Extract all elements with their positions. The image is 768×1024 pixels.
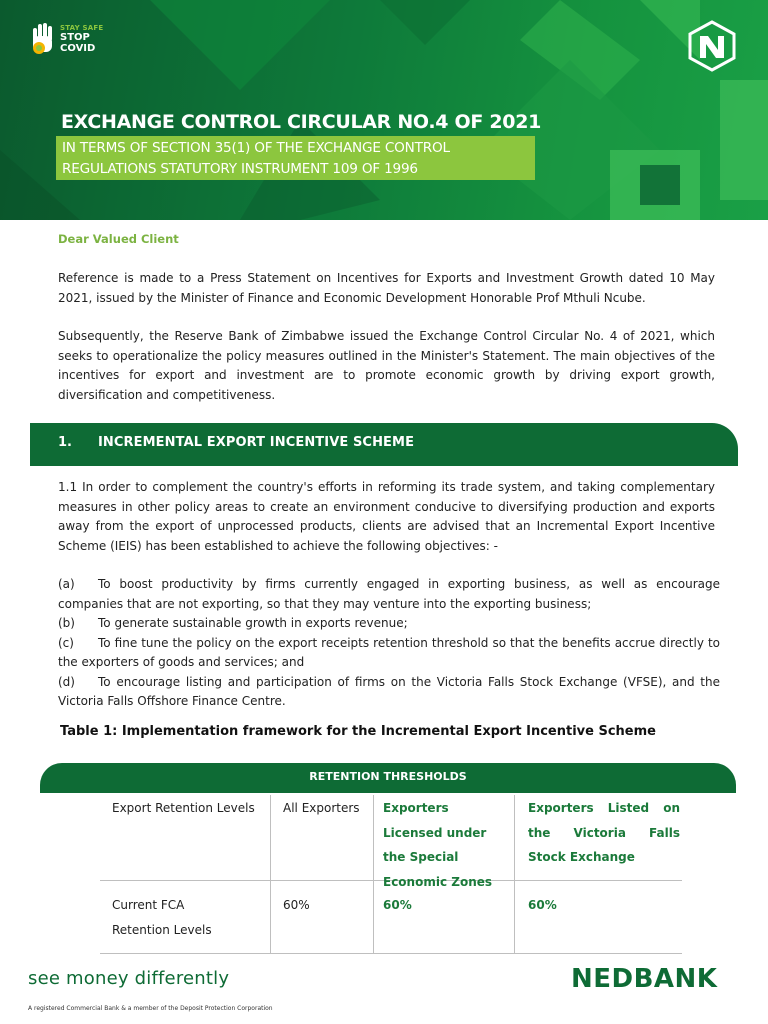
section-number: 1. [58, 435, 72, 450]
column-header: Exporters Licensed under the Special Economic Zones [383, 801, 493, 889]
column-header: Export Retention Levels [112, 801, 255, 815]
section-title: INCREMENTAL EXPORT INCENTIVE SCHEME [98, 435, 415, 450]
footer-tagline: see money differently [28, 968, 230, 989]
table-caption: Table 1: Implementation framework for the Incremental Export Incentive Scheme [60, 724, 656, 739]
table-divider [373, 795, 374, 953]
table-cell: 60% [283, 898, 310, 912]
table-header-bar [40, 763, 736, 793]
section-paragraph: 1.1 In order to complement the country's efforts in reforming its trade system, and taking complementary measures in other policy areas to create an environment conducive to diversifying production and exports away from the export of unprocessed products, clients are advised that an Incremental Export Incentive Scheme (IEIS) has been established to achieve the following objectives: - [58, 480, 715, 553]
list-item-text: To encourage listing and participation of firms on the Victoria Falls Stock Exchange (VFSE), and the Victoria Falls Offshore Finance Centre. [58, 674, 720, 708]
table-divider [514, 795, 515, 953]
table-header-label: RETENTION THRESHOLDS [309, 770, 467, 783]
circular-subtitle: IN TERMS OF SECTION 35(1) OF THE EXCHANGE CONTROL REGULATIONS STATUTORY INSTRUMENT 109 OF 1996 [62, 140, 450, 177]
list-item-text: To generate sustainable growth in exports revenue; [98, 616, 408, 630]
list-item-label: (a) [58, 577, 75, 591]
table-row-divider [100, 953, 682, 954]
list-item-label: (b) [58, 616, 75, 630]
objectives-paragraph: Subsequently, the Reserve Bank of Zimbabwe issued the Exchange Control Circular No. 4 of 2021, which seeks to operationalize the policy measures outlined in the Minister's Statement. The main objectives of the incentives for export and investment are to promote economic growth by driving export growth, diversification and competitiveness. [58, 329, 715, 402]
stay-safe-stop-covid-badge [30, 22, 120, 58]
table-divider [270, 795, 271, 953]
list-item-label: (c) [58, 635, 74, 650]
list-item-text: To fine tune the policy on the export receipts retention threshold so that the benefits accrue directly to the exporters of goods and services; and [58, 635, 720, 669]
column-header: All Exporters [283, 801, 360, 815]
covid-text: COVID [60, 43, 96, 54]
table-cell: Current FCA Retention Levels [112, 898, 212, 937]
nedbank-wordmark: NEDBANK [571, 964, 718, 994]
list-item-label: (d) [58, 674, 75, 689]
header-banner [0, 0, 768, 220]
list-item [58, 634, 720, 673]
list-item [58, 673, 720, 712]
circular-title: EXCHANGE CONTROL CIRCULAR NO.4 OF 2021 [61, 111, 542, 133]
stop-text: STOP [60, 32, 90, 43]
column-header: Exporters Listed on the Victoria Falls Stock Exchange [528, 801, 680, 864]
stay-safe-text: STAY SAFE [60, 24, 104, 32]
list-item [58, 614, 720, 634]
section-header [30, 423, 738, 466]
table-cell: 60% [383, 898, 412, 912]
intro-paragraph: Reference is made to a Press Statement on Incentives for Exports and Investment Growth dated 10 May 2021, issued by the Minister of Finance and Economic Development Honorable Prof Mthuli Ncube. [58, 271, 715, 305]
objectives-list [58, 575, 720, 712]
list-item-text: To boost productivity by firms currently engaged in exporting business, as well as encourage companies that are not exporting, so that they may venture into the exporting business; [58, 577, 720, 611]
legal-note: A registered Commercial Bank & a member of the Deposit Protection Corporation [28, 1005, 273, 1012]
list-item [58, 575, 720, 614]
greeting: Dear Valued Client [58, 232, 179, 246]
table-cell: 60% [528, 898, 557, 912]
stop-hand-icon [30, 22, 56, 56]
nedbank-n-icon [686, 20, 738, 72]
